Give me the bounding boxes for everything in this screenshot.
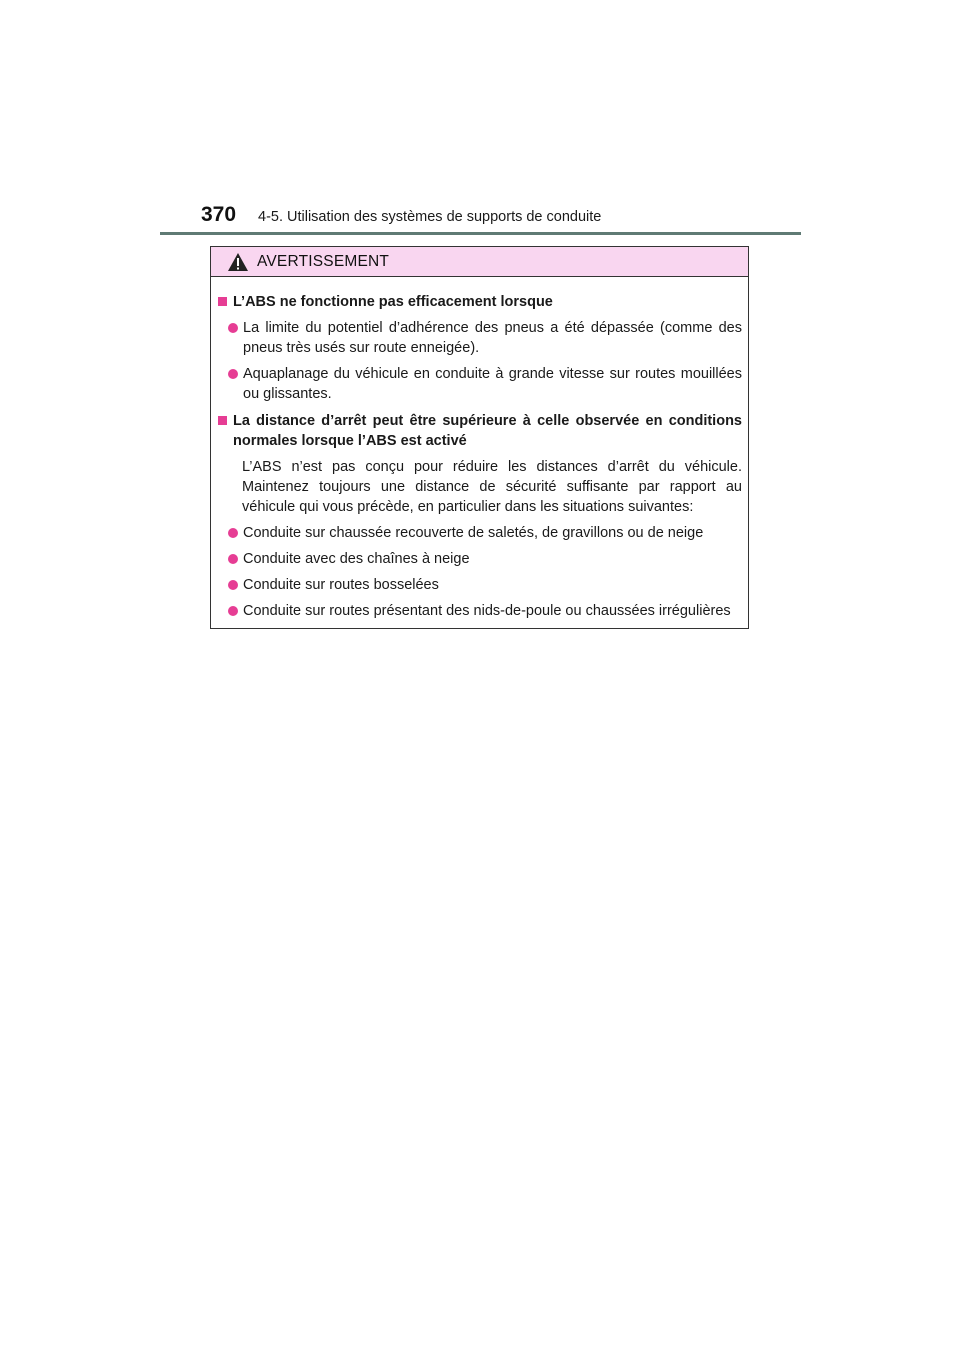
warning-triangle-icon xyxy=(227,252,249,272)
list-item-text: Conduite avec des chaînes à neige xyxy=(243,551,470,567)
list-item xyxy=(228,318,742,358)
list-item-text: Conduite sur routes bosselées xyxy=(243,577,439,593)
section-paragraph: L’ABS n’est pas conçu pour réduire les distances d’arrêt du véhicule. Maintenez toujours une distance de sécurité suffisante par rapport au véhicule qui vous précède, en particulier dans les situations suivantes: xyxy=(242,459,742,515)
list-item xyxy=(228,523,742,543)
circle-bullet-icon xyxy=(228,323,238,333)
square-bullet-icon xyxy=(218,297,227,306)
section-header-title: 4-5. Utilisation des systèmes de supports de conduite xyxy=(258,209,602,225)
warning-title: AVERTISSEMENT xyxy=(257,252,390,270)
square-bullet-icon xyxy=(218,416,227,425)
list-item xyxy=(228,601,742,621)
list-item xyxy=(228,575,742,595)
warning-box xyxy=(210,246,749,629)
list-item-text: La limite du potentiel d’adhérence des pneus a été dépassée (comme des pneus très usés sur route enneigée). xyxy=(243,320,742,356)
circle-bullet-icon xyxy=(228,369,238,379)
list-item xyxy=(228,364,742,404)
section-heading: L’ABS ne fonctionne pas efficacement lorsque xyxy=(233,294,553,310)
header-divider xyxy=(160,232,801,235)
circle-bullet-icon xyxy=(228,554,238,564)
warning-header xyxy=(211,247,748,277)
circle-bullet-icon xyxy=(228,528,238,538)
list-item-text: Aquaplanage du véhicule en conduite à grande vitesse sur routes mouillées ou glissantes. xyxy=(243,366,742,402)
circle-bullet-icon xyxy=(228,606,238,616)
list-item-text: Conduite sur routes présentant des nids-de-poule ou chaussées irrégulières xyxy=(243,603,731,619)
list-item-text: Conduite sur chaussée recouverte de saletés, de gravillons ou de neige xyxy=(243,525,704,541)
warning-section xyxy=(218,292,742,312)
circle-bullet-icon xyxy=(228,580,238,590)
list-item xyxy=(228,549,742,569)
warning-body xyxy=(211,277,748,621)
page-number: 370 xyxy=(201,203,237,226)
section-heading: La distance d’arrêt peut être supérieure à celle observée en conditions normales lorsque l’ABS est activé xyxy=(233,413,742,449)
warning-section xyxy=(218,411,742,451)
